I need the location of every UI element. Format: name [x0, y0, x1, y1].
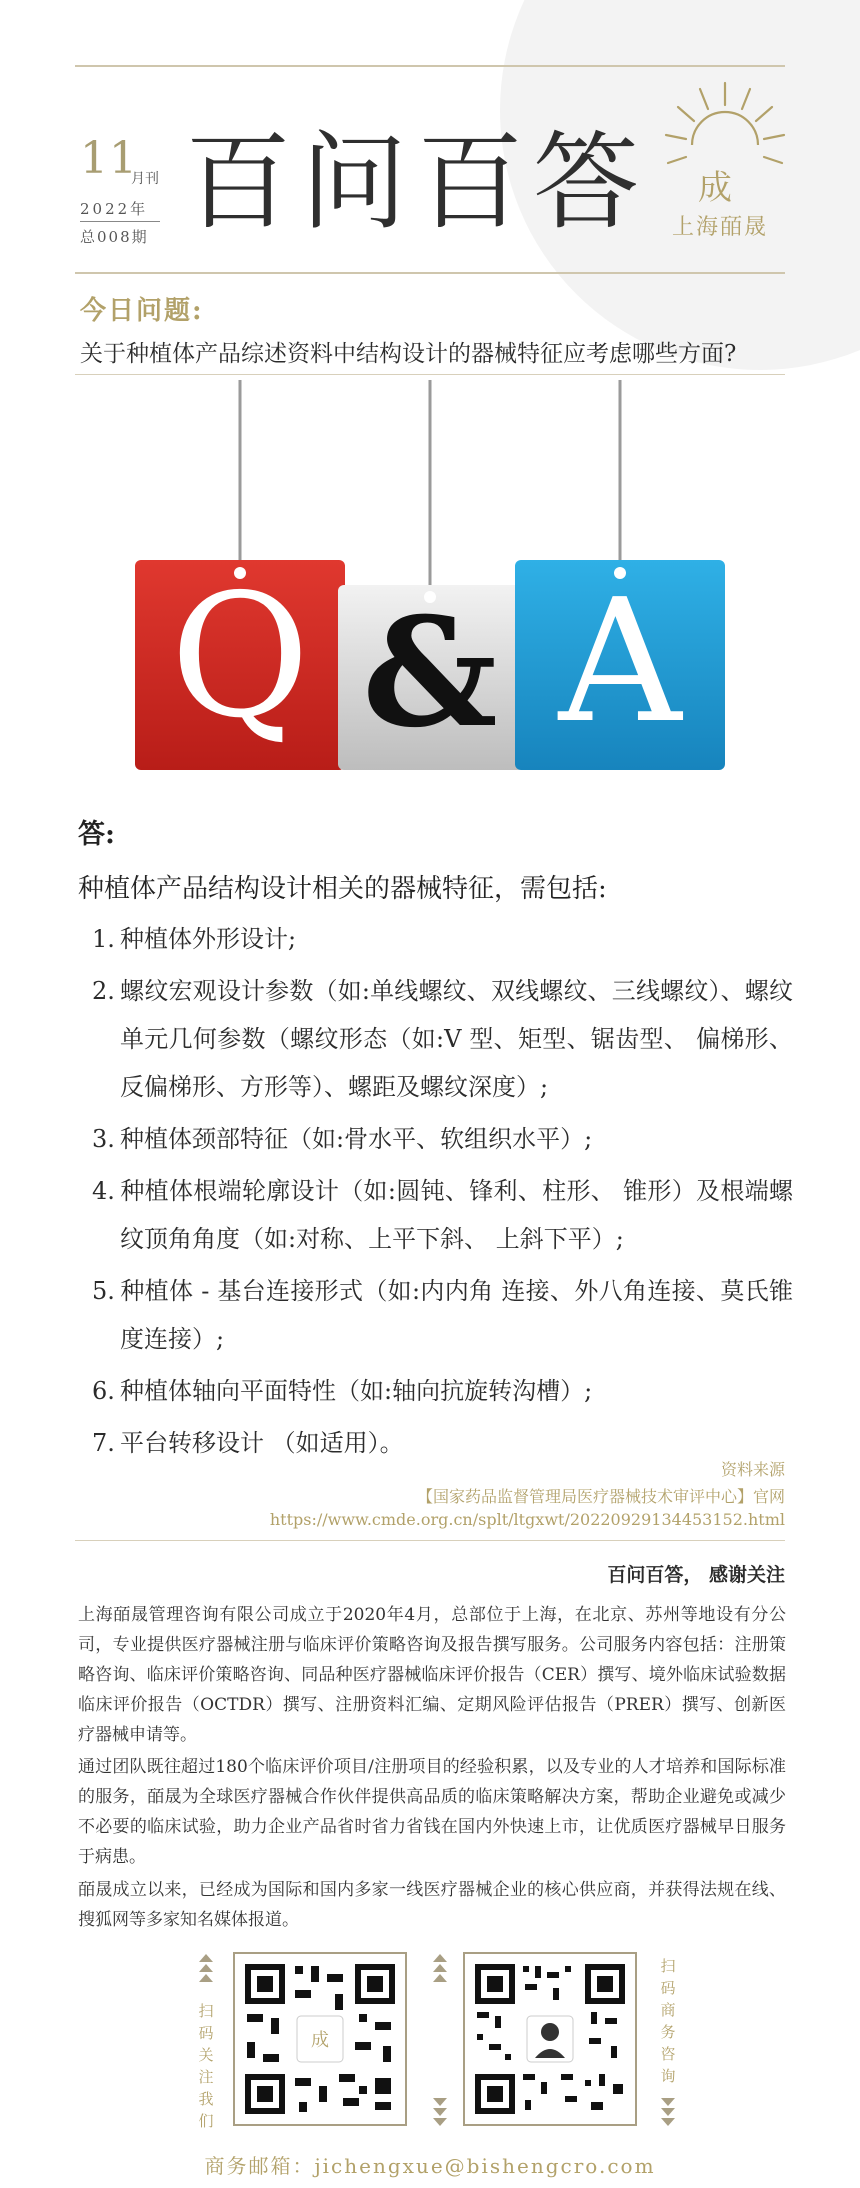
logo-character: 成	[698, 168, 732, 208]
qr-code-follow[interactable]	[233, 1952, 407, 2126]
tile-a	[515, 560, 725, 770]
issue-unit: 月刊	[131, 171, 159, 187]
answer-list	[78, 915, 793, 1471]
email-label: 商务邮箱：	[204, 2154, 315, 2178]
list-item: 6. 种植体轴向平面特性（如:轴向抗旋转沟槽）;	[92, 1377, 593, 1405]
tile-amp	[338, 585, 523, 770]
answer-intro: 种植体产品结构设计相关的器械特征，需包括:	[78, 874, 607, 904]
issue-divider	[80, 221, 160, 222]
answer-label: 答:	[78, 819, 115, 850]
list-item: 7. 平台转移设计 （如适用）。	[92, 1429, 404, 1457]
qr-right-caption: 扫码商务咨询	[660, 1957, 676, 2085]
source-url[interactable]: https://www.cmde.org.cn/splt/ltgxwt/20220929134453152.html	[269, 1510, 785, 1529]
list-item: 1. 种植体外形设计;	[92, 925, 297, 953]
source-rule	[75, 1540, 785, 1541]
issue-month: 11	[80, 133, 138, 184]
source-org: 【国家药品监督管理局医疗器械技术审评中心】官网	[416, 1487, 785, 1506]
list-item: 2. 螺纹宏观设计参数（如:单线螺纹、双线螺纹、三线螺纹）、螺纹单元几何参数（螺纹形态（如:V 型、矩型、锯齿型、 偏梯形、反偏梯形、方形等）、螺距及螺纹深度）;	[92, 977, 793, 1101]
down-arrows-icon	[430, 2090, 450, 2130]
qr-code-business[interactable]	[463, 1952, 637, 2126]
list-item: 4. 种植体根端轮廓设计（如:圆钝、锋利、柱形、 锥形）及根端螺纹顶角角度（如:对称、上平下斜、 上斜下平）;	[92, 1177, 793, 1253]
up-arrows-icon	[196, 1950, 216, 1990]
qr-code-icon	[465, 1954, 635, 2124]
down-arrows-icon	[658, 2090, 678, 2130]
list-item: 3. 种植体颈部特征（如:骨水平、软组织水平）;	[92, 1125, 593, 1153]
issue-number: 总008期	[80, 228, 149, 246]
top-rule	[75, 65, 785, 67]
avatar-head	[541, 2023, 559, 2041]
qa-illustration	[120, 375, 740, 795]
brand-name: 上海皕晟	[672, 215, 769, 240]
email-address[interactable]: jichengxue@bishengcro.com	[314, 2154, 656, 2178]
qr-code-icon	[235, 1954, 405, 2124]
company-intro-paragraph: 上海皕晟管理咨询有限公司成立于2020年4月，总部位于上海，在北京、苏州等地设有分公司，专业提供医疗器械注册与临床评价策略咨询及报告撰写服务。公司服务内容包括：注册策略咨询、临床评价策略咨询、同品种医疗器械临床评价报告（CER）撰写、境外临床试验数据临床评价报告（OCTDR）撰写、注册资料汇编、定期风险评估报告（PRER）撰写、创新医疗器械申请等。	[78, 1605, 786, 1745]
tile-a-letter: A	[558, 563, 682, 761]
issue-year: 2022年	[80, 200, 149, 218]
tile-amp-letter: &	[362, 585, 498, 761]
list-item: 5. 种植体 - 基台连接形式（如:内内角 连接、外八角连接、莫氏锥度连接）;	[92, 1277, 793, 1353]
header-rule	[75, 272, 785, 274]
partners-paragraph: 皕晟成立以来，已经成为国际和国内多家一线医疗器械企业的核心供应商，并获得法规在线、搜狐网等多家知名媒体报道。	[78, 1880, 786, 1930]
qr-left-caption: 扫码关注我们	[198, 2002, 214, 2130]
tile-q-letter: Q	[170, 558, 310, 756]
up-arrows-icon	[430, 1950, 450, 1990]
source-label: 资料来源	[720, 1460, 785, 1479]
tile-q	[135, 558, 345, 770]
experience-paragraph: 通过团队既往超过180个临床评价项目/注册项目的经验积累，以及专业的人才培养和国际标准的服务，皕晟为全球医疗器械合作伙伴提供高品质的临床策略解决方案，帮助企业避免或减少不必要的临床试验，助力企业产品省时省力省钱在国内外快速上市，让优质医疗器械早日服务于病患。	[78, 1757, 786, 1867]
qr-logo-char: 成	[311, 2030, 329, 2051]
business-email[interactable]	[0, 2150, 860, 2179]
masthead-title: 百问百答	[185, 121, 649, 244]
question-text: 关于种植体产品综述资料中结构设计的器械特征应考虑哪些方面?	[80, 341, 737, 367]
thanks-text: 百问百答， 感谢关注	[607, 1564, 785, 1586]
question-label: 今日问题:	[80, 296, 204, 326]
